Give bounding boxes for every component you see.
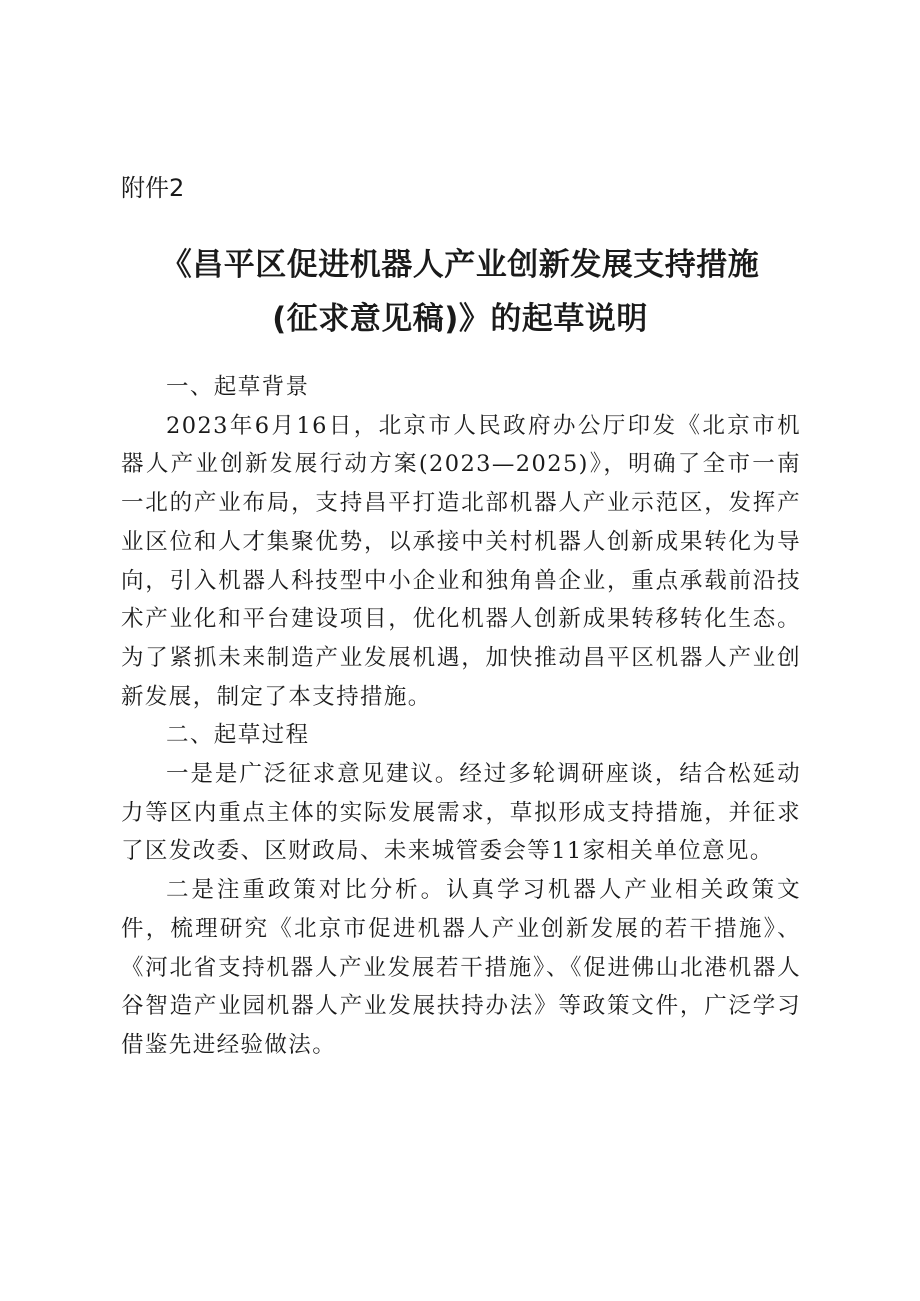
section-heading-background: 一、起草背景 xyxy=(166,374,310,400)
paragraph-process-2: 二是注重政策对比分析。认真学习机器人产业相关政策文件，梳理研究《北京市促进机器人产业创新发展的若干措施》、《河北省支持机器人产业发展若干措施》、《促进佛山北港机器人谷智造产业园机器人产业发展扶持办法》等政策文件，广泛学习借鉴先进经验做法。 xyxy=(121,877,801,1058)
attachment-label: 附件2 xyxy=(121,174,185,202)
paragraph-process-1: 一是是广泛征求意见建议。经过多轮调研座谈，结合松延动力等区内重点主体的实际发展需求，草拟形成支持措施，并征求了区发改委、区财政局、未来城管委会等11家相关单位意见。 xyxy=(121,761,801,865)
paragraph-background: 2023年6月16日，北京市人民政府办公厅印发《北京市机器人产业创新发展行动方案(2023—2025)》，明确了全市一南一北的产业布局，支持昌平打造北部机器人产业示范区，发挥产业区位和人才集聚优势，以承接中关村机器人创新成果转化为导向，引入机器人科技型中小企业和独角兽企业，重点承载前沿技术产业化和平台建设项目，优化机器人创新成果转移转化生态。为了紧抓未来制造产业发展机遇，加快推动昌平区机器人产业创新发展，制定了本支持措施。 xyxy=(121,412,801,710)
title-line-1: 《昌平区促进机器人产业创新发展支持措施 xyxy=(160,247,760,283)
document-title xyxy=(100,238,820,346)
document-body xyxy=(121,368,801,1065)
title-line-2: (征求意见稿)》的起草说明 xyxy=(272,301,648,337)
section-heading-process: 二、起草过程 xyxy=(166,722,310,749)
